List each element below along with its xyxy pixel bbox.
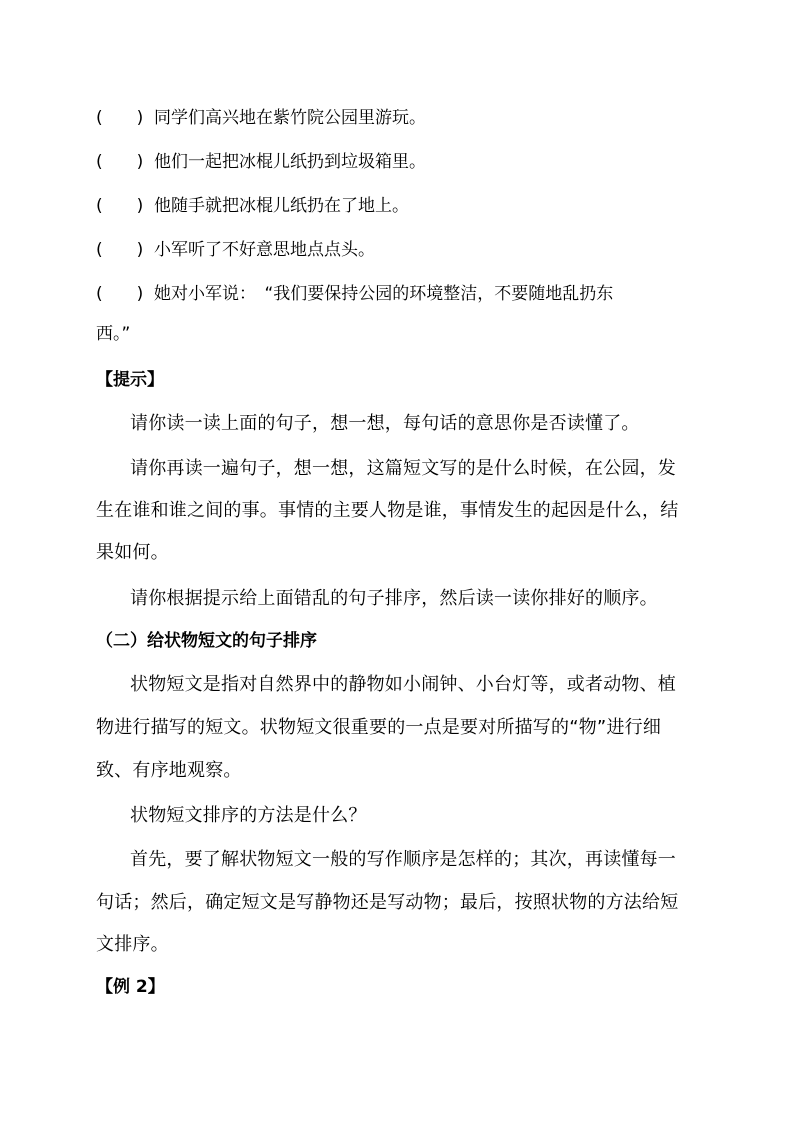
example-heading: 【例 2】 [96,977,165,997]
answer-blank: ( ) [96,108,144,128]
section-paragraph-line: 句话；然后，确定短文是写静物还是写动物；最后，按照状物的方法给短 [96,892,679,913]
section-paragraph-line: 文排序。 [96,934,169,955]
section-paragraph-line: 状物短文是指对自然界中的静物如小闹钟、小台灯等，或者动物、植 [130,674,676,695]
answer-blank: ( ) [96,284,144,304]
sentence-item [96,194,409,218]
hint-paragraph-line: 请你根据提示给上面错乱的句子排序，然后读一读你排好的顺序。 [130,588,658,609]
answer-blank: ( ) [96,240,144,260]
section-paragraph-line: 状物短文排序的方法是什么？ [130,805,367,826]
sentence-item [96,282,613,306]
section-paragraph-line: 物进行描写的短文。状物短文很重要的一点是要对所描写的“物”进行细 [96,717,662,738]
sentence-item [96,238,375,262]
sentence-text: 同学们高兴地在紫竹院公园里游玩。 [154,108,426,128]
sentence-text: 他们一起把冰棍儿纸扔到垃圾箱里。 [154,152,426,172]
sentence-text: 他随手就把冰棍儿纸扔在了地上。 [154,196,409,216]
hint-paragraph-line: 请你读一读上面的句子，想一想，每句话的意思你是否读懂了。 [130,413,640,434]
hint-paragraph-line: 果如何。 [96,542,169,563]
sentence-item [96,106,426,130]
section-heading: （二）给状物短文的句子排序 [96,631,317,651]
answer-blank: ( ) [96,152,144,172]
hint-heading: 【提示】 [96,370,164,390]
section-paragraph-line: 首先，要了解状物短文一般的写作顺序是怎样的；其次，再读懂每一 [130,849,676,870]
hint-paragraph-line: 生在谁和谁之间的事。事情的主要人物是谁，事情发生的起因是什么，结 [96,500,679,521]
sentence-text: 小军听了不好意思地点点头。 [154,240,375,260]
sentence-continuation: 西。” [96,324,131,344]
answer-blank: ( ) [96,196,144,216]
sentence-text: 她对小军说： “我们要保持公园的环境整洁，不要随地乱扔东 [154,284,614,304]
sentence-item [96,150,426,174]
section-paragraph-line: 致、有序地观察。 [96,760,242,781]
hint-paragraph-line: 请你再读一遍句子，想一想，这篇短文写的是什么时候，在公园，发 [130,458,676,479]
